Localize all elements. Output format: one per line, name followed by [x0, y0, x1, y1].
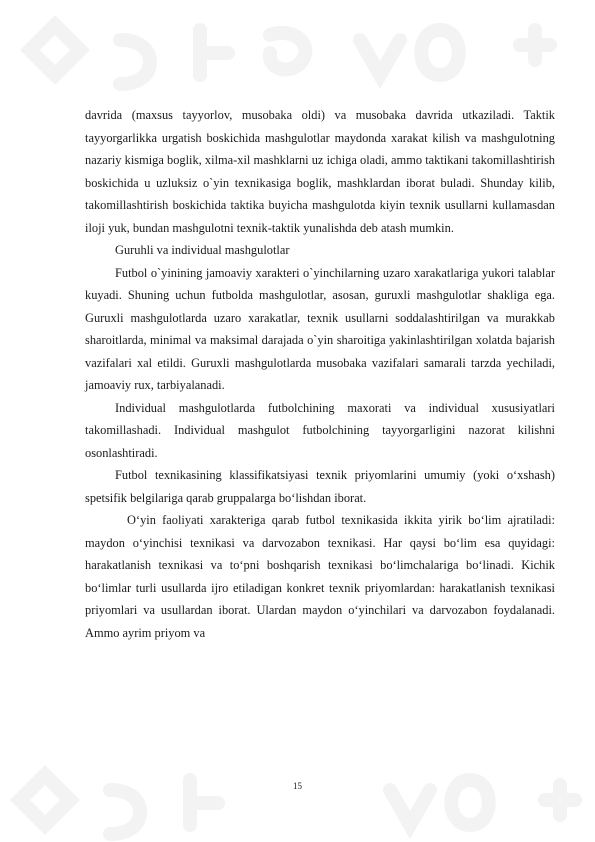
paragraph: Futbol o`yinining jamoaviy xarakteri o`yinchilarning uzaro xarakatlariga yukori talablar kuyadi. Shuning uchun futbolda mashgulotlar, asosan, guruxli mashgulotlar shakliga ega. Guruxli mashgulotlarda uzaro xarakatlar, texnik usullarni soddalashtirilgan va murakkab sharoitlarda, minimal va maksimal darajada o`yin sharoitiga yakinlashtirilgan xolatda bajarish vazifalari xal etildi. Guruxli mashgulotlarda musobaka vazifalari samarali tarzda yechiladi, jamoaviy rux, tarbiyalanadi.	[85, 265, 555, 392]
paragraph: Individual mashgulotlarda futbolchining maxorati va individual xususiyatlari takomillashadi. Individual mashgulot futbolchining tayyorgarligini nazorat kilishni osonlashtiradi.	[85, 400, 555, 460]
document-body	[85, 104, 555, 644]
page-number: 15	[293, 781, 302, 791]
paragraph: Futbol texnikasining klassifikatsiyasi texnik priyomlarini umumiy (yoki o‘xshash) spetsifik belgilariga qarab gruppalarga bo‘lishdan iborat.	[85, 468, 555, 505]
section-heading: Guruhli va individual mashgulotlar	[115, 243, 290, 257]
paragraph: O‘yin faoliyati xarakteriga qarab futbol texnikasida ikkita yirik bo‘lim ajratiladi: maydon o‘yinchisi texnikasi va darvozabon texnikasi. Har qaysi bo‘lim esa quyidagi: harakatlanish texnikasi va to‘pni boshqarish texnikasi bo‘limchalariga bo‘linadi. Kichik bo‘limlar turli usullarda ijro etiladigan konkret texnik priyomlardan: harakatlanish texnikasi priyomlari va usullardan iborat. Ulardan maydon o‘yinchilari va darvozabon foydalanadi. Ammo ayrim priyom va	[85, 513, 555, 640]
paragraph-continuation: davrida (maxsus tayyorlov, musobaka oldi) va musobaka davrida utkaziladi. Taktik tayyorgarlikka urgatish boskichida mashgulotlar maydonda xarakat kilish va mashgulotning nazariy kismiga boglik, xilma-xil mashklarni uz ichiga oladi, ammo taktikani takomillashtirish boskichida u uzluksiz o`yin texnikasiga boglik, mashklardan iborat buladi. Shunday kilib, takomillashtirish boskichida taktika buyicha mashgulotda kiyin texnik usullarni kullamasdan iloji yuk, bundan mashgulotni texnik-taktik yunalishda deb atash mumkin.	[85, 108, 555, 235]
